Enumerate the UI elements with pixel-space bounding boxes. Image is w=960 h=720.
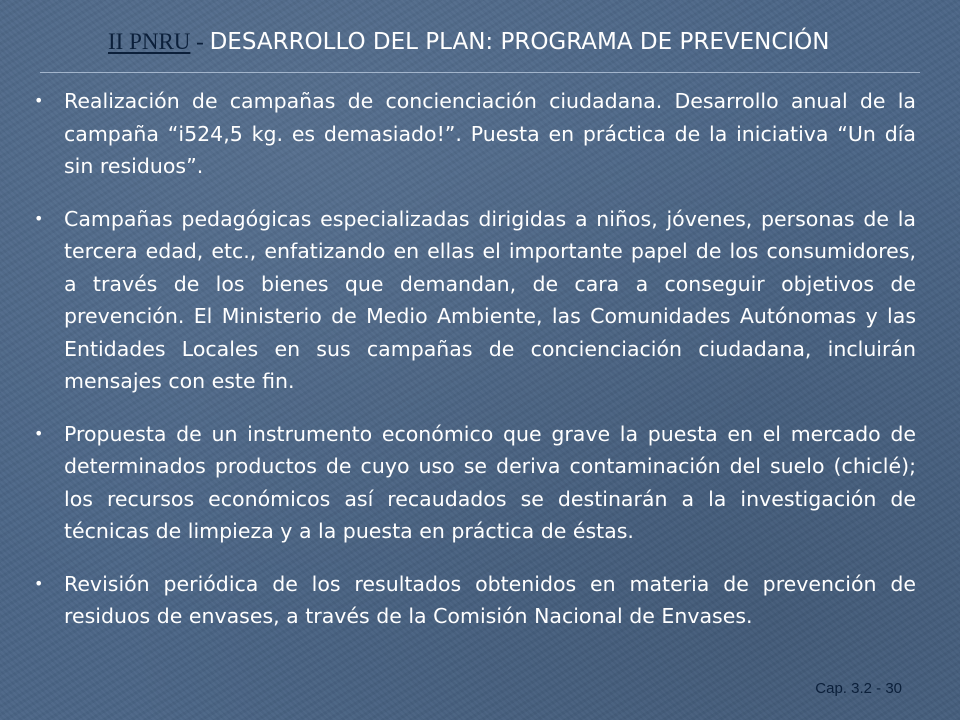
bullet-dot-icon: • (34, 91, 44, 110)
bullet-item (28, 418, 916, 548)
bullet-dot-icon: • (34, 573, 44, 593)
title-prefix: II PNRU (108, 29, 191, 54)
bullet-dot-icon: • (34, 208, 44, 228)
bullet-item (28, 203, 916, 398)
bullet-item (28, 568, 916, 633)
slide-title (108, 27, 928, 57)
title-separator: - (190, 29, 210, 54)
title-main: DESARROLLO DEL PLAN: PROGRAMA DE PREVENCIÓN (209, 29, 830, 55)
bullet-text: Revisión periódica de los resultados obtenidos en materia de prevención de residuos de envases, a través de la Comisión Nacional de Envases. (64, 571, 916, 628)
bullet-text: Realización de campañas de concienciación ciudadana. Desarrollo anual de la campaña “i524,5 kg. es demasiado!”. Puesta en práctica de la iniciativa “Un día sin residuos”. (64, 89, 916, 178)
bullet-dot-icon: • (34, 423, 44, 443)
bullet-item (28, 85, 916, 183)
bullet-list (28, 85, 916, 653)
title-divider (40, 72, 920, 73)
bullet-text: Campañas pedagógicas especializadas dirigidas a niños, jóvenes, personas de la tercera edad, etc., enfatizando en ellas el importante papel de los consumidores, a través de los bienes que demandan, de cara a conseguir objetivos de prevención. El Ministerio de Medio Ambiente, las Comunidades Autónomas y las Entidades Locales en sus campañas de concienciación ciudadana, incluirán mensajes con este fin. (64, 206, 916, 393)
slide-footer: Cap. 3.2 - 30 (815, 680, 902, 697)
bullet-text: Propuesta de un instrumento económico que grave la puesta en el mercado de determinados productos de cuyo uso se deriva contaminación del suelo (chiclé); los recursos económicos así recaudados se destinarán a la investigación de técnicas de limpieza y a la puesta en práctica de éstas. (64, 421, 916, 543)
